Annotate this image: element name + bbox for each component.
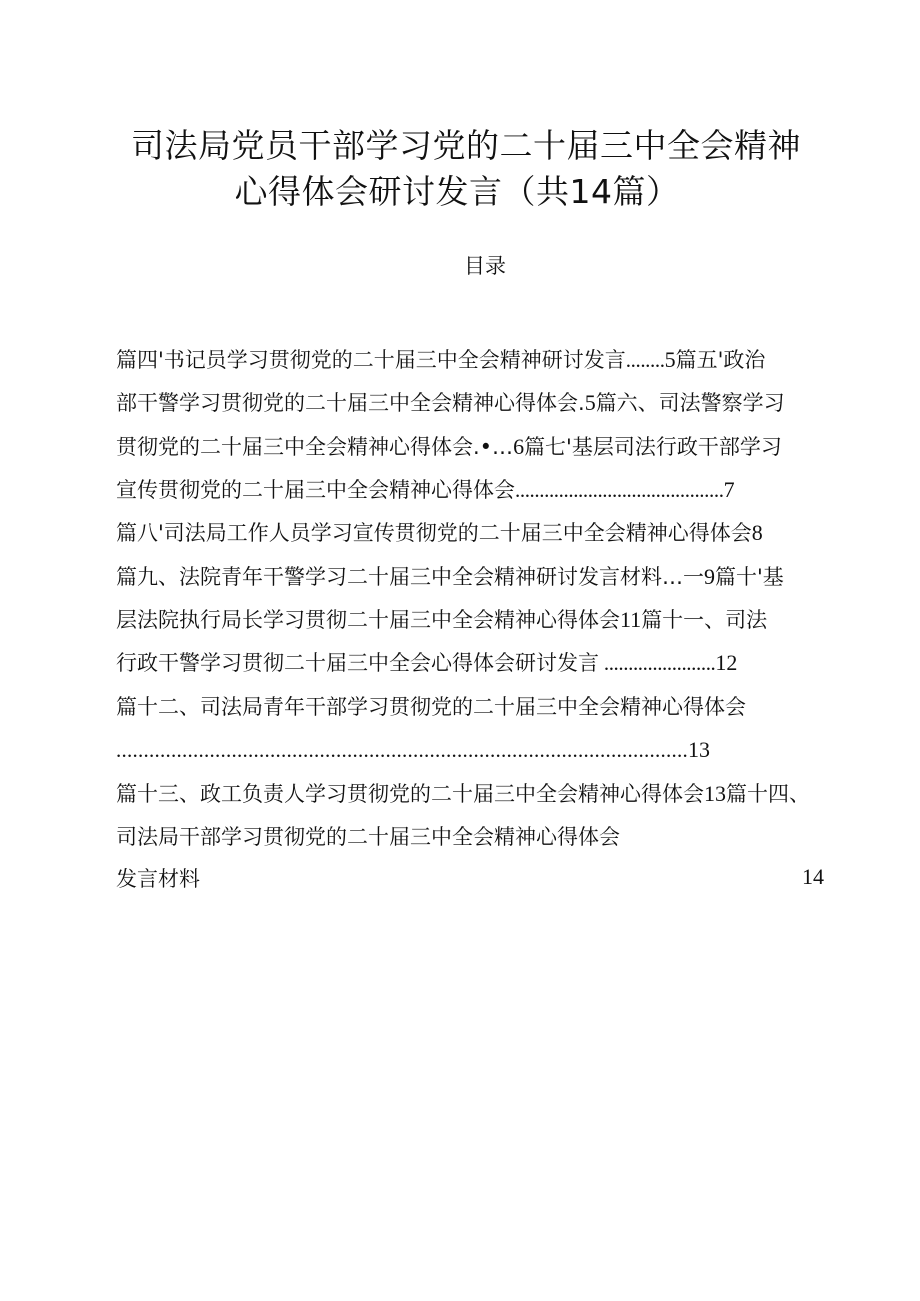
toc-entry-text: 贯彻党的二十届三中全会精神心得体会.•…: [116, 435, 514, 459]
toc-page-number: 9: [704, 564, 715, 589]
toc-entry-text: 篇九、法院青年干警学习二十届三中全会精神研讨发言材料…一: [116, 565, 704, 589]
toc-entry-text: 篇十四、: [726, 782, 810, 806]
toc-leader-dots: ...........................................: [515, 478, 724, 502]
toc-line: [116, 646, 737, 680]
toc-page-number: 7: [723, 477, 735, 502]
toc-entry-text: 篇十二、司法局青年干部学习贯彻党的二十届三中全会精神心得体会: [116, 695, 746, 719]
toc-line: [116, 777, 810, 811]
toc-page-number: 6: [513, 434, 525, 459]
toc-line: [116, 430, 782, 464]
toc-entry-text: 篇十一、司法: [641, 608, 768, 632]
toc-entry-text: 篇十三、政工负责人学习贯彻党的二十届三中全会精神心得体会: [116, 782, 704, 806]
toc-leader-dots: ........................................................................................................: [116, 738, 688, 762]
toc-line: [116, 820, 620, 854]
toc-entry-text: 篇七'基层司法行政干部学习: [524, 435, 782, 459]
toc-entry-text: 篇四'书记员学习贯彻党的二十届三中全会精神研讨发言: [116, 348, 626, 372]
toc-page-number: 5: [664, 347, 676, 372]
toc-page-number: 11: [620, 607, 642, 632]
toc-entry-text: 层法院执行局长学习贯彻二十届三中全会精神心得体会: [116, 608, 620, 632]
toc-page-number: 14: [802, 864, 824, 889]
toc-entry-text: 篇八'司法局工作人员学习宣传贯彻党的二十届三中全会精神心得体会: [116, 521, 752, 545]
toc-page-number: 12: [715, 650, 738, 675]
toc-entry-text: 部干警学习贯彻党的二十届三中全会精神心得体会.: [116, 391, 585, 415]
toc-page-number: 5: [584, 390, 596, 415]
toc-entry-text: 篇十'基: [715, 565, 784, 589]
toc-page-number: 13: [704, 781, 726, 806]
toc-line: [116, 560, 784, 594]
toc-heading: 目录: [464, 254, 506, 278]
toc-line: [116, 862, 200, 896]
toc-line: [116, 343, 765, 377]
toc-entry-text: 篇六、司法警察学习: [595, 391, 785, 415]
toc-leader-dots: ........: [625, 348, 665, 372]
toc-entry-text: 篇五'政治: [675, 348, 766, 372]
toc-line: [116, 603, 767, 637]
toc-page-number: 8: [751, 520, 763, 545]
toc-line: [116, 690, 746, 724]
toc-line: [116, 386, 785, 420]
toc-leader-dots: .......................: [599, 651, 716, 675]
toc-entry-text: 行政干警学习贯彻二十届三中全会心得体会研讨发言: [116, 651, 599, 675]
toc-entry-text: 宣传贯彻党的二十届三中全会精神心得体会: [116, 478, 515, 502]
document-title-line1: 司法局党员干部学习党的二十届三中全会精神: [131, 126, 801, 165]
toc-entry-text: 发言材料: [116, 867, 200, 891]
toc-line: [116, 473, 735, 507]
toc-line: [116, 733, 710, 767]
toc-page-number: 13: [688, 737, 710, 762]
toc-line: [116, 516, 763, 550]
toc-entry-text: 司法局干部学习贯彻党的二十届三中全会精神心得体会: [116, 825, 620, 849]
document-title-line2: 心得体会研讨发言（共14篇）: [234, 172, 680, 211]
